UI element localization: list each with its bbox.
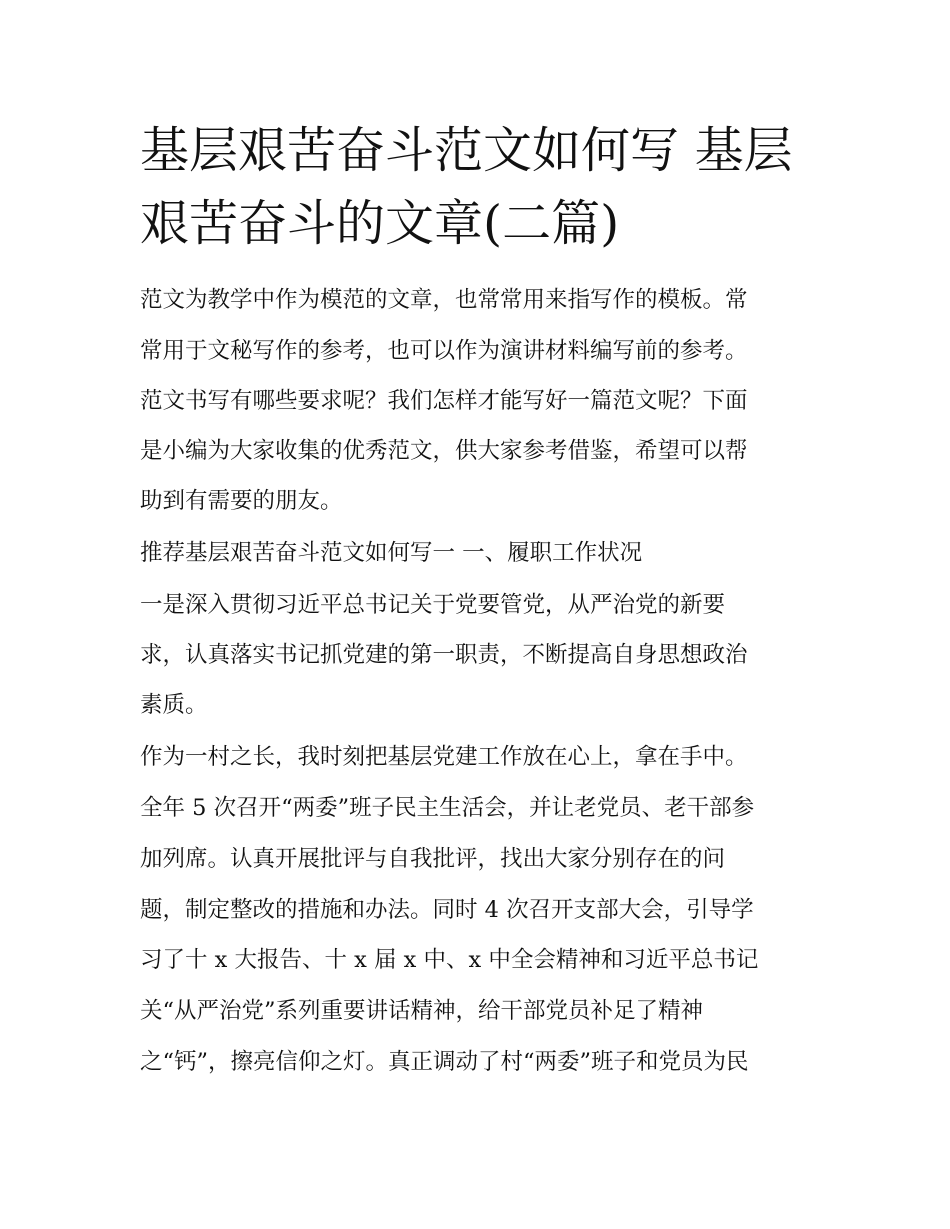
body-line-16: 之“钙”，擦亮信仰之灯。真正调动了村“两委”班子和党员为民 bbox=[140, 1049, 749, 1075]
body-line-15: 关“从严治党”系列重要讲话精神，给干部党员补足了精神 bbox=[140, 998, 704, 1024]
body-line-10: 作为一村之长，我时刻把基层党建工作放在心上，拿在手中。 bbox=[140, 744, 748, 770]
body-line-1: 范文为教学中作为模范的文章，也常常用来指写作的模板。常 bbox=[140, 287, 748, 313]
body-line-7: 一是深入贯彻习近平总书记关于党要管党，从严治党的新要 bbox=[140, 592, 726, 618]
document-title bbox=[140, 114, 820, 260]
body-line-11: 全年 5 次召开“两委”班子民主生活会，并让老党员、老干部参 bbox=[140, 795, 755, 821]
body-line-5: 助到有需要的朋友。 bbox=[140, 488, 343, 514]
body-line-3: 范文书写有哪些要求呢？我们怎样才能写好一篇范文呢？下面 bbox=[140, 388, 748, 414]
title-line-2: 艰苦奋斗的文章(二篇) bbox=[140, 195, 620, 252]
title-line-1: 基层艰苦奋斗范文如何写 基层 bbox=[140, 122, 793, 179]
body-line-9: 素质。 bbox=[140, 692, 208, 718]
section-heading: 推荐基层艰苦奋斗范文如何写一 一、履职工作状况 bbox=[140, 540, 643, 566]
body-line-12: 加列席。认真开展批评与自我批评，找出大家分别存在的问 bbox=[140, 846, 726, 872]
body-line-2: 常用于文秘写作的参考，也可以作为演讲材料编写前的参考。 bbox=[140, 338, 748, 364]
body-line-13: 题，制定整改的措施和办法。同时 4 次召开支部大会，引导学 bbox=[140, 897, 754, 923]
body-line-8: 求，认真落实书记抓党建的第一职责，不断提高自身思想政治 bbox=[140, 642, 748, 668]
body-line-14: 习了十 x 大报告、十 x 届 x 中、x 中全会精神和习近平总书记 bbox=[140, 947, 759, 973]
body-line-4: 是小编为大家收集的优秀范文，供大家参考借鉴，希望可以帮 bbox=[140, 438, 748, 464]
